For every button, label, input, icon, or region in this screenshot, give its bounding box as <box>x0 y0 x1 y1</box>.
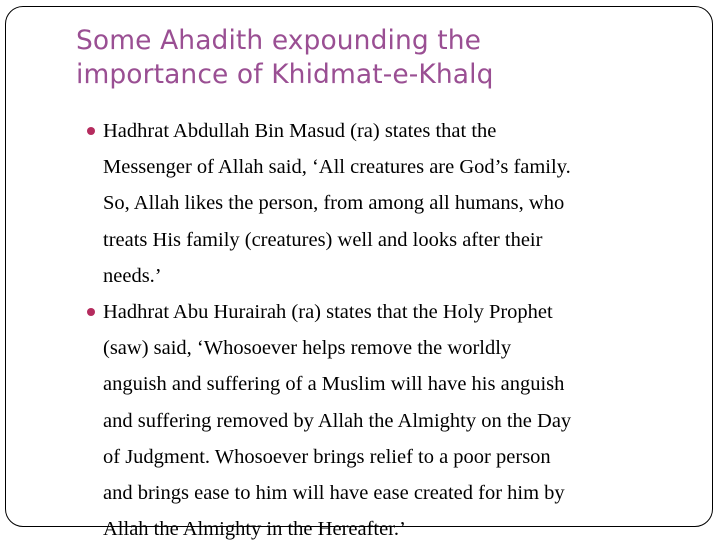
bullet-line: and brings ease to him will have ease created for him by <box>103 482 565 505</box>
bullet-text <box>103 113 688 294</box>
slide-title-line-1: Some Ahadith expounding the <box>76 25 482 56</box>
round-bullet-icon <box>87 308 95 316</box>
bullet-line: Hadhrat Abdullah Bin Masud (ra) states that the <box>103 120 497 142</box>
bullet-line: So, Allah likes the person, from among all humans, who <box>103 192 565 215</box>
bullet-line: Hadhrat Abu Hurairah (ra) states that the Holy Prophet <box>103 301 553 324</box>
bullet-line: needs.’ <box>103 264 162 287</box>
slide-title-line-2: importance of Khidmat-e-Khalq <box>76 59 494 90</box>
bullet-text <box>103 294 688 547</box>
bullet-line: (saw) said, ‘Whosoever helps remove the worldly <box>103 337 512 360</box>
bullet-line: anguish and suffering of a Muslim will have his anguish <box>103 373 565 396</box>
bullet-list-item <box>78 294 688 547</box>
slide-body <box>78 113 688 547</box>
bullet-list-item <box>78 113 688 294</box>
bullet-line: and suffering removed by Allah the Almighty on the Day <box>103 409 572 432</box>
bullet-line: of Judgment. Whosoever brings relief to a poor person <box>103 445 551 468</box>
slide-title <box>76 24 636 92</box>
bullet-line: Messenger of Allah said, ‘All creatures are God’s family. <box>103 156 571 179</box>
bullet-line: treats His family (creatures) well and looks after their <box>103 228 543 251</box>
bullet-line: Allah the Almighty in the Hereafter.’ <box>103 518 406 541</box>
round-bullet-icon <box>87 127 95 135</box>
